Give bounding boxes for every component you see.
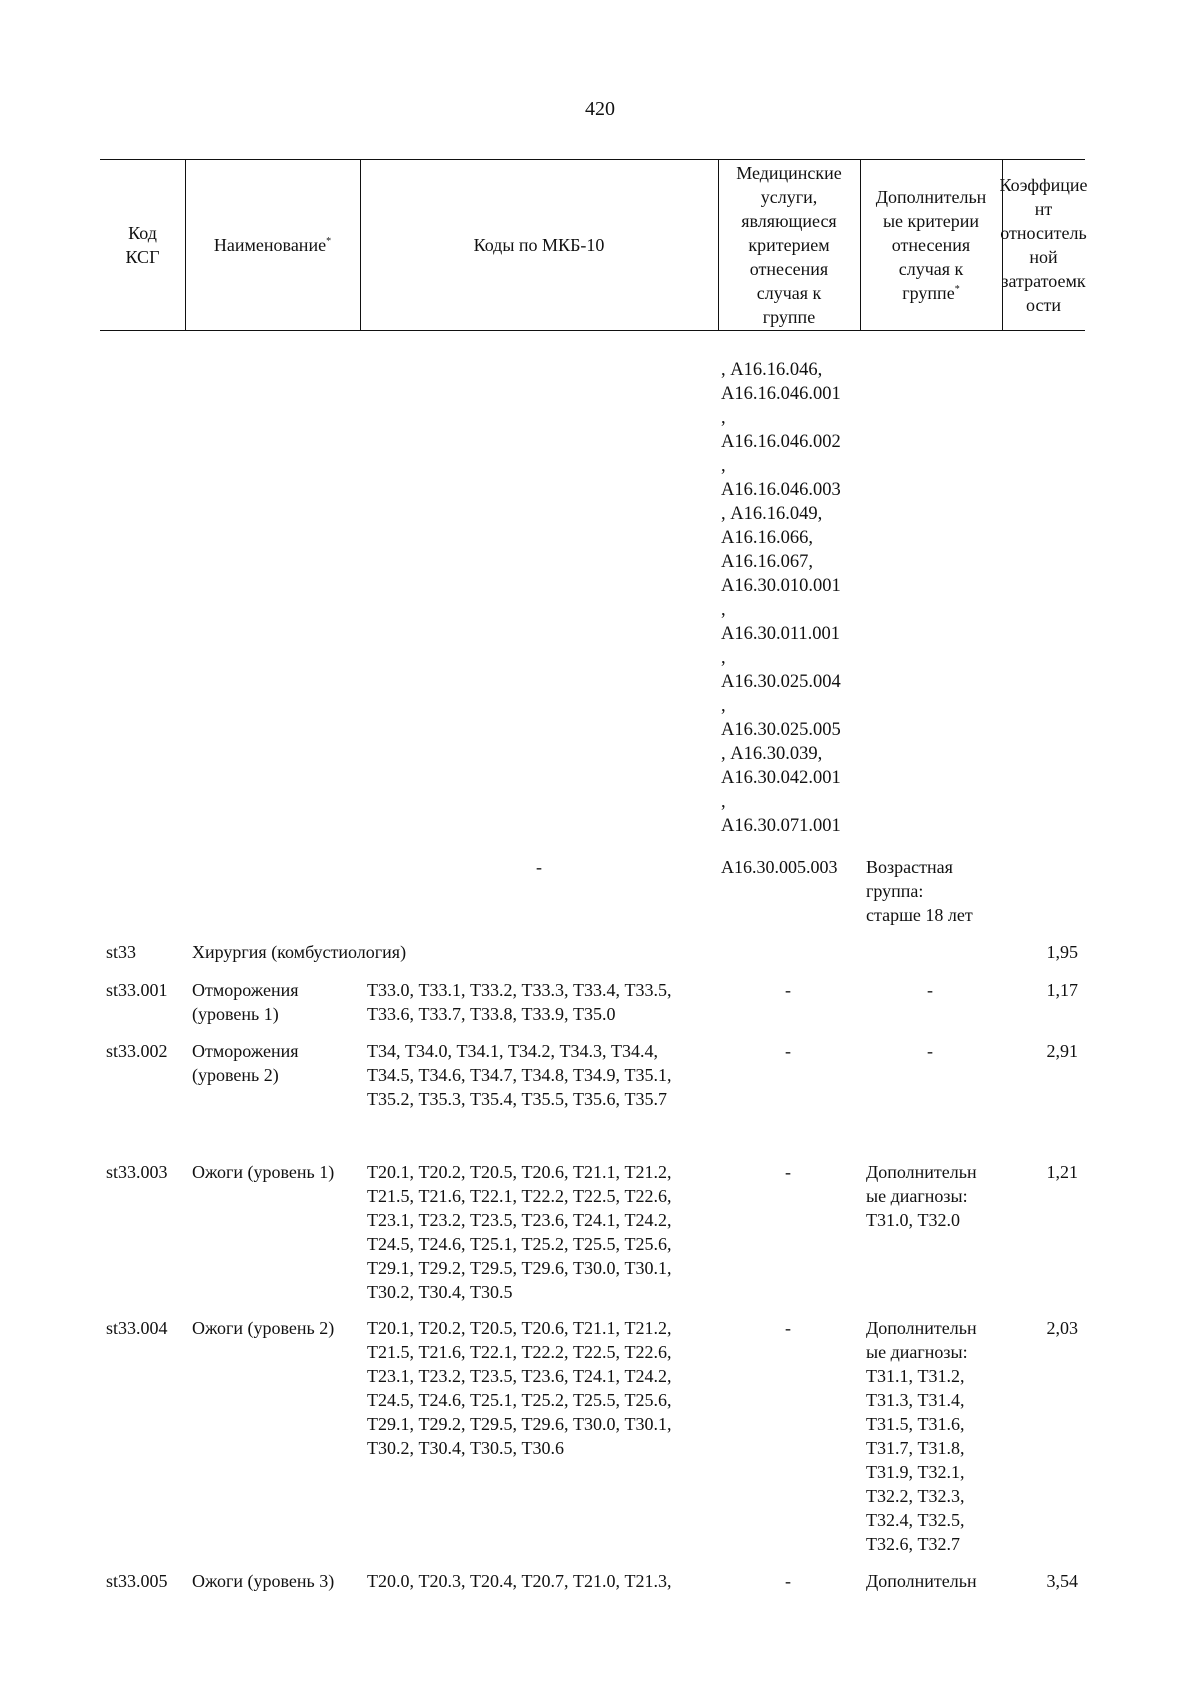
continued-extra-criteria: Возрастная группа: старше 18 лет	[866, 857, 973, 925]
row-icd-codes: Т20.1, Т20.2, Т20.5, Т20.6, Т21.1, Т21.2, Т21.5, Т21.6, Т22.1, Т22.2, Т22.5, Т22.6, Т23.1, Т23.2, Т23.5, Т23.6, Т24.1, Т24.2, Т24.5, Т24.6, Т25.1, Т25.2, Т25.5, Т25.6, Т29.1, Т29.2, Т29.5, Т29.6, Т30.0, Т30.1, Т30.2, Т30.4, Т30.5	[367, 1162, 672, 1302]
header-services: Медицинские услуги, являющиеся критерием отнесения случая к группе	[736, 163, 842, 327]
row-icd-codes: Т20.0, Т20.3, Т20.4, Т20.7, Т21.0, Т21.3,	[367, 1571, 672, 1591]
header-bottom-rule	[100, 330, 1085, 331]
row-name: Отморожения (уровень 1)	[192, 980, 299, 1024]
row-icd-codes: Т20.1, Т20.2, Т20.5, Т20.6, Т21.1, Т21.2, Т21.5, Т21.6, Т22.1, Т22.2, Т22.5, Т22.6, Т23.1, Т23.2, Т23.5, Т23.6, Т24.1, Т24.2, Т24.5, Т24.6, Т25.1, Т25.2, Т25.5, Т25.6, Т29.1, Т29.2, Т29.5, Т29.6, Т30.0, Т30.1, Т30.2, Т30.4, Т30.5, Т30.6	[367, 1318, 672, 1458]
row-extra-criteria: Дополнительн ые диагнозы: Т31.1, Т31.2, Т31.3, Т31.4, Т31.5, Т31.6, Т31.7, Т31.8, Т31.9, Т32.1, Т32.2, Т32.3, Т32.4, Т32.5, Т32.6, Т32.7	[866, 1318, 977, 1554]
row-services: -	[785, 1162, 791, 1182]
continued-service-code: А16.30.005.003	[721, 857, 838, 877]
row-code: st33.001	[106, 980, 168, 1000]
row-code: st33.002	[106, 1041, 168, 1061]
row-extra-criteria: -	[927, 980, 933, 1000]
continued-services: , А16.16.046, А16.16.046.001 , А16.16.046.002 , А16.16.046.003 , А16.16.049, А16.16.066, А16.16.067, А16.30.010.001 , А16.30.011.001 , А16.30.025.004 , А16.30.025.005 , А16.30.039, А16.30.042.001 , А16.30.071.001	[721, 360, 841, 836]
header-coef: Коэффицие нт относитель ной затратоемк ости	[999, 174, 1088, 315]
header-name: Наименование*	[213, 234, 332, 255]
row-coefficient: 1,17	[1046, 980, 1078, 1000]
row-name: Отморожения (уровень 2)	[192, 1041, 299, 1085]
row-name: Хирургия (комбустиология)	[192, 942, 407, 962]
continued-icd-dash: -	[536, 857, 542, 877]
row-services: -	[785, 1318, 791, 1338]
row-coefficient: 1,95	[1046, 942, 1078, 962]
row-name: Ожоги (уровень 3)	[192, 1571, 335, 1591]
header-code: Код КСГ	[125, 222, 160, 267]
row-coefficient: 1,21	[1046, 1162, 1078, 1182]
row-extra-criteria: Дополнительн	[866, 1571, 977, 1591]
row-coefficient: 2,91	[1046, 1041, 1078, 1061]
row-coefficient: 2,03	[1046, 1318, 1078, 1338]
row-extra-criteria: Дополнительн ые диагнозы: Т31.0, Т32.0	[866, 1162, 977, 1230]
row-code: st33.003	[106, 1162, 168, 1182]
row-services: -	[785, 1041, 791, 1061]
row-extra-criteria: -	[927, 1041, 933, 1061]
page-number: 420	[585, 98, 615, 120]
row-icd-codes: Т33.0, Т33.1, Т33.2, Т33.3, Т33.4, Т33.5, Т33.6, Т33.7, Т33.8, Т33.9, Т35.0	[367, 980, 672, 1024]
row-code: st33	[106, 942, 137, 962]
row-name: Ожоги (уровень 2)	[192, 1318, 335, 1338]
header-extra: Дополнительн ые критерии отнесения случая к группе*	[875, 186, 987, 303]
header-icd: Коды по МКБ-10	[473, 234, 605, 255]
row-services: -	[785, 1571, 791, 1591]
row-coefficient: 3,54	[1046, 1571, 1078, 1591]
row-icd-codes: Т34, Т34.0, Т34.1, Т34.2, Т34.3, Т34.4, Т34.5, Т34.6, Т34.7, Т34.8, Т34.9, Т35.1, Т35.2, Т35.3, Т35.4, Т35.5, Т35.6, Т35.7	[367, 1041, 672, 1109]
row-services: -	[785, 980, 791, 1000]
row-code: st33.004	[106, 1318, 168, 1338]
row-code: st33.005	[106, 1571, 168, 1591]
row-name: Ожоги (уровень 1)	[192, 1162, 335, 1182]
